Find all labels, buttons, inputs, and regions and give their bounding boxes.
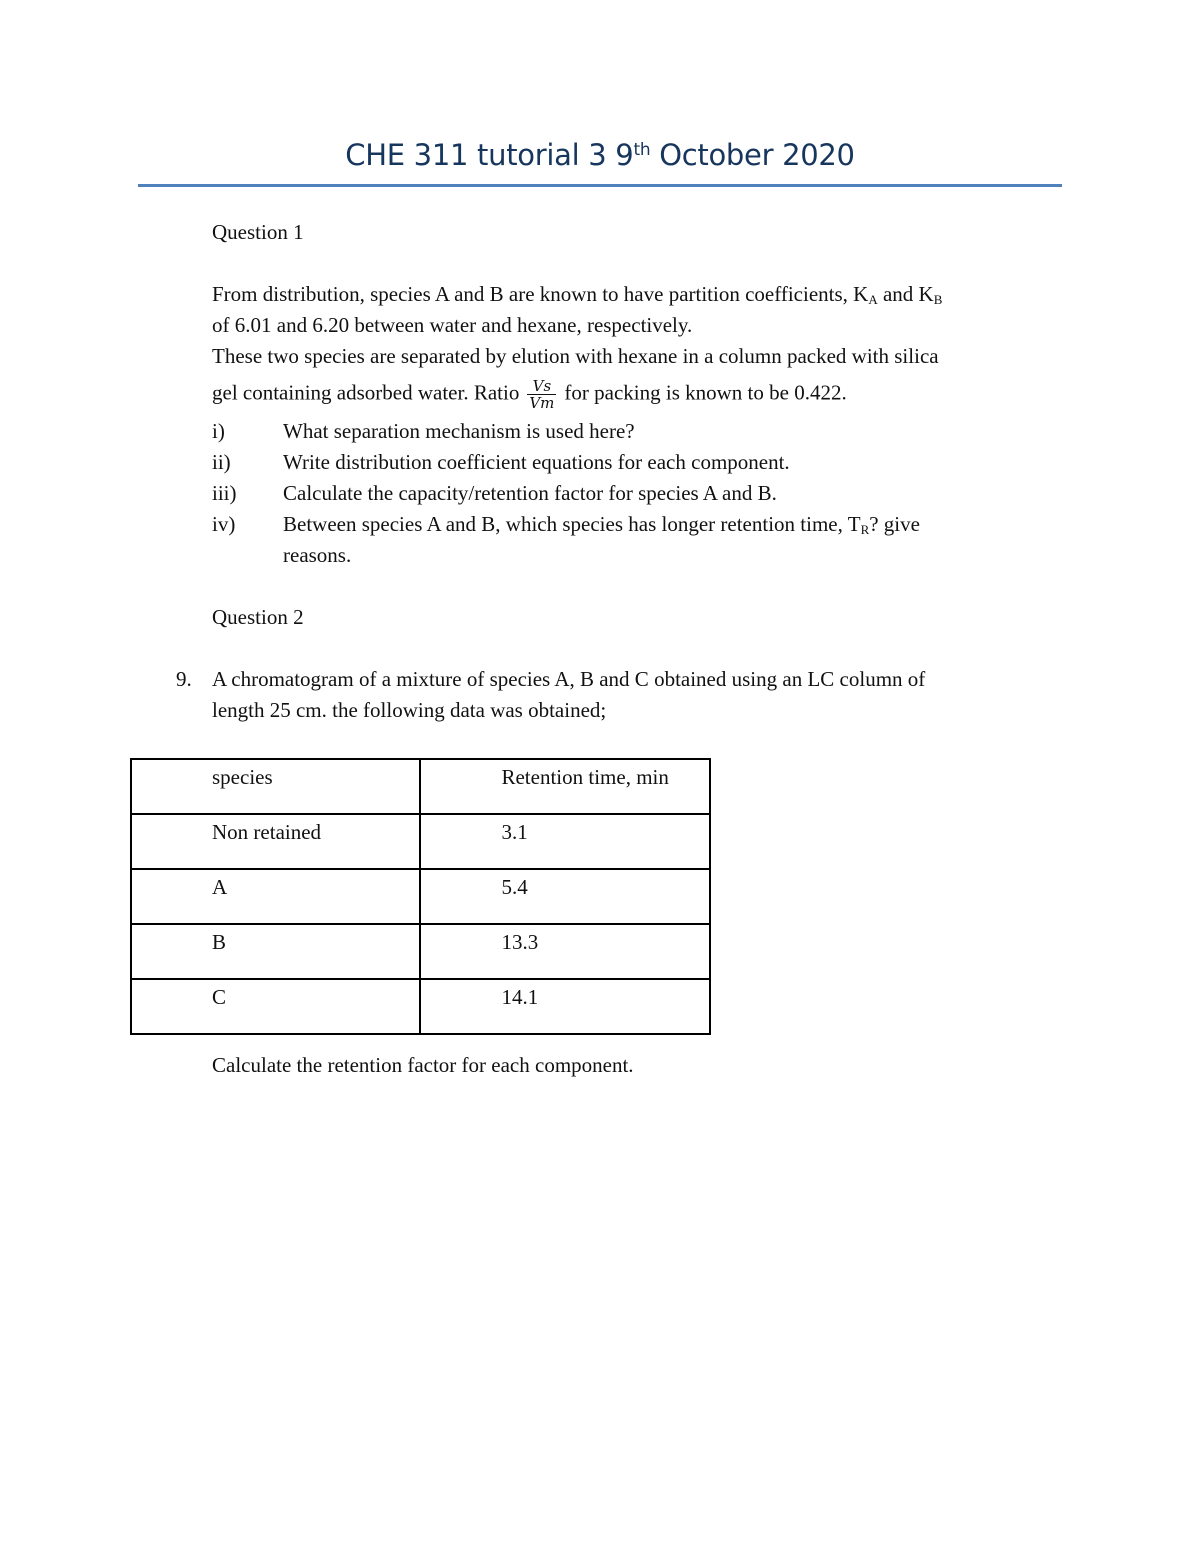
table-cell: 5.4 [420,869,710,924]
table-row [131,814,710,869]
q1-text: and K [877,282,934,306]
q2-footer-text: Calculate the retention factor for each component. [212,1053,634,1077]
ratio-fraction [527,378,556,411]
q1-paragraph-line-3: These two species are separated by elution with hexane in a column packed with silica [212,344,939,368]
list-item-text: What separation mechanism is used here? [283,419,635,443]
list-item-number: ii) [212,450,231,474]
q1-text: From distribution, species A and B are known to have partition coefficients, K [212,282,869,306]
title-superscript: th [633,140,651,160]
question-number: 9. [176,667,192,691]
table-header-cell: species [131,759,420,814]
fraction-numerator: Vs [527,378,556,395]
list-item-number: iv) [212,512,236,536]
fraction-denominator: Vm [529,394,555,412]
table-cell: 14.1 [420,979,710,1034]
question-1-heading: Question 1 [212,220,304,244]
table-cell: B [131,924,420,979]
table-row [131,979,710,1034]
subscript-a: A [868,292,878,307]
list-item-number: i) [212,419,225,443]
title-underline [138,184,1062,187]
q1-paragraph-line-1 [212,281,942,307]
table-cell: Non retained [131,814,420,869]
subscript-b: B [933,292,943,307]
list-item-text: Calculate the capacity/retention factor for species A and B. [283,481,777,505]
table-row [131,869,710,924]
item-text-part: ? give [869,512,920,536]
title-main: CHE 311 tutorial 3 9 [345,138,634,172]
retention-time-table [130,758,711,1035]
q2-paragraph-line-2: length 25 cm. the following data was obtained; [212,698,607,722]
table-cell: C [131,979,420,1034]
page-title [138,138,1062,172]
item-text-part: Between species A and B, which species has longer retention time, T [283,512,861,536]
table-cell: 13.3 [420,924,710,979]
table-header-row [131,759,710,814]
list-item-text-continued: reasons. [283,543,352,567]
list-item-number: iii) [212,481,237,505]
list-item-text: Write distribution coefficient equations for each component. [283,450,790,474]
q2-paragraph-line-1: A chromatogram of a mixture of species A, B and C obtained using an LC column of [212,667,926,691]
q1-text: gel containing adsorbed water. Ratio [212,380,520,405]
list-item-text [283,511,920,537]
table-cell: A [131,869,420,924]
title-rest: October 2020 [650,138,855,172]
question-2-heading: Question 2 [212,605,304,629]
table-cell: 3.1 [420,814,710,869]
table-header-cell: Retention time, min [420,759,710,814]
table-row [131,924,710,979]
q1-text: for packing is known to be 0.422. [564,380,847,405]
subscript-r: R [860,522,870,537]
q1-paragraph-line-2: of 6.01 and 6.20 between water and hexane, respectively. [212,313,693,337]
q1-paragraph-line-4 [212,378,847,411]
